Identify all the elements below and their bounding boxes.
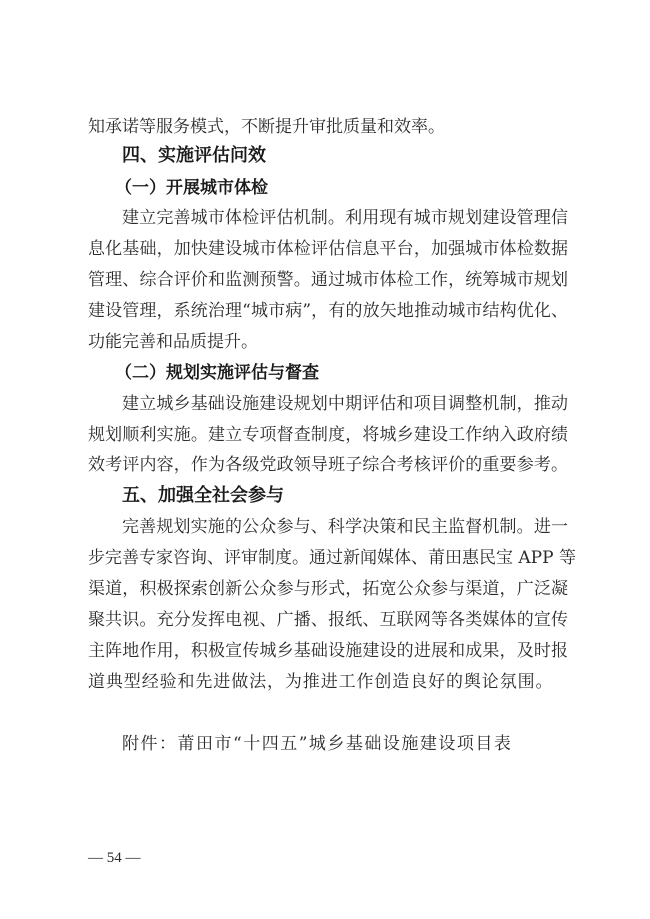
body-text-line: 规划顺利实施。建立专项督查制度，将城乡建设工作纳入政府绩 (88, 425, 568, 445)
body-text-line: 效考评内容，作为各级党政领导班子综合考核评价的重要参考。 (88, 455, 568, 475)
body-text-line: 道典型经验和先进做法，为推进工作创造良好的舆论氛围。 (88, 672, 554, 692)
body-text-line: 主阵地作用，积极宣传城乡基础设施建设的进展和成果，及时报 (88, 641, 568, 661)
body-text-line: 完善规划实施的公众参与、科学决策和民主监督机制。进一 (122, 517, 568, 537)
body-text-line: 渠道，积极探索创新公众参与形式，拓宽公众参与渠道，广泛凝 (88, 579, 568, 599)
subsection-heading: （一）开展城市体检 (115, 178, 268, 198)
section-heading: 四、实施评估问效 (122, 145, 266, 166)
attachment-line: 附件：莆田市“十四五”城乡基础设施建设项目表 (122, 734, 513, 754)
body-text-line: 步完善专家咨询、评审制度。通过新闻媒体、莆田惠民宝 APP 等 (88, 548, 576, 568)
body-text-line: 建立城乡基础设施建设规划中期评估和项目调整机制，推动 (122, 394, 568, 414)
body-text-line: 建设管理，系统治理“城市病”，有的放矢地推动城市结构优化、 (88, 301, 568, 321)
body-text-line: 功能完善和品质提升。 (88, 332, 258, 352)
body-text-line: 息化基础，加快建设城市体检评估信息平台，加强城市体检数据 (88, 239, 568, 259)
section-heading: 五、加强全社会参与 (122, 485, 284, 506)
subsection-heading: （二）规划实施评估与督查 (115, 363, 319, 383)
body-text-line: 聚共识。充分发挥电视、广播、报纸、互联网等各类媒体的宣传 (88, 610, 568, 630)
body-text-line: 知承诺等服务模式，不断提升审批质量和效率。 (88, 117, 445, 137)
page-number: — 54 — (88, 850, 141, 866)
body-text-line: 建立完善城市体检评估机制。利用现有城市规划建设管理信 (122, 208, 568, 228)
body-text-line: 管理、综合评价和监测预警。通过城市体检工作，统筹城市规划 (88, 270, 568, 290)
